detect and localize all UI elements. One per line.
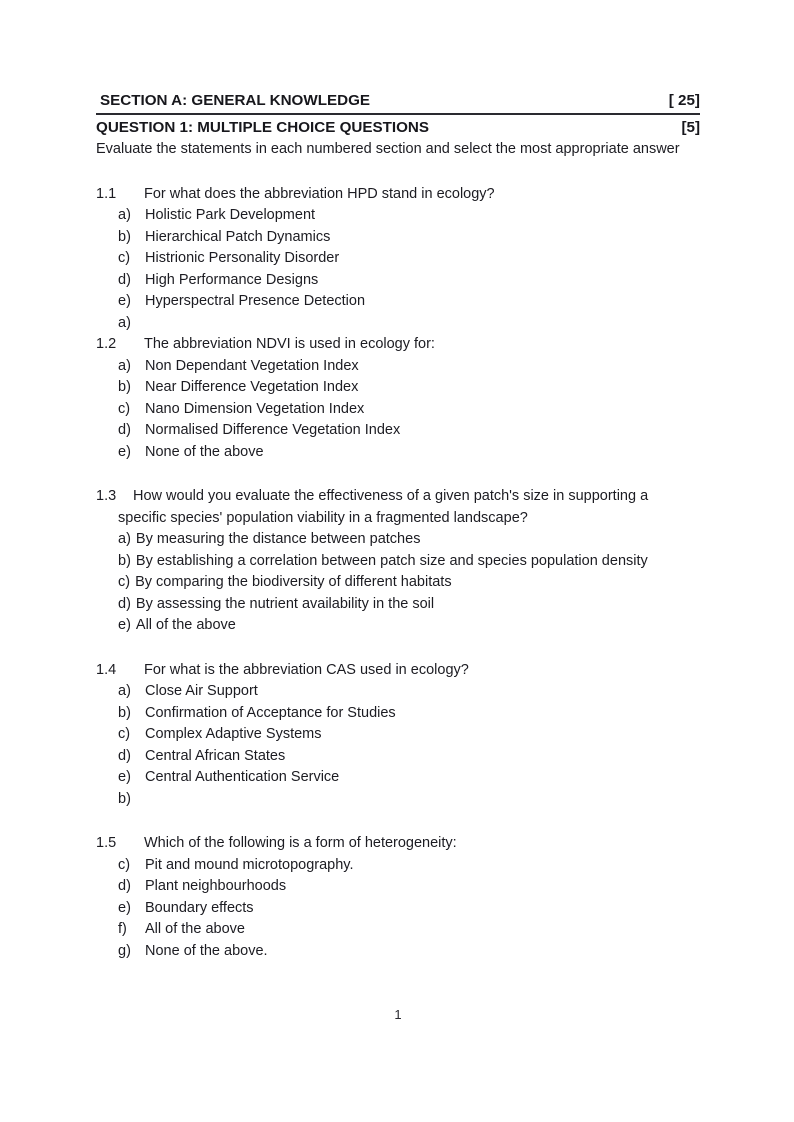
question-block <box>96 833 700 962</box>
question-block <box>96 334 700 463</box>
option-letter: e) <box>118 617 131 633</box>
questions-container <box>96 184 700 963</box>
option-row <box>96 227 700 249</box>
option-text: Complex Adaptive Systems <box>145 726 322 742</box>
question-block <box>96 184 700 335</box>
option-letter: g) <box>118 942 131 959</box>
option-letter: b) <box>118 790 131 807</box>
option-row <box>96 270 700 292</box>
question-header <box>96 117 700 139</box>
option-row <box>96 919 700 941</box>
question-block <box>96 486 700 637</box>
option-row <box>96 746 700 768</box>
question-number: 1.2 <box>96 336 117 352</box>
option-letter: d) <box>118 747 131 764</box>
option-row <box>96 356 700 378</box>
question-text: The abbreviation NDVI is used in ecology for: <box>144 336 435 352</box>
question-header-title: QUESTION 1: MULTIPLE CHOICE QUESTIONS <box>96 118 430 136</box>
option-text: All of the above <box>145 921 245 937</box>
option-row <box>96 767 700 789</box>
section-marks: [ 25] <box>668 92 700 109</box>
option-text: Hierarchical Patch Dynamics <box>145 228 331 245</box>
option-letter: c) <box>118 574 131 590</box>
option-letter: d) <box>118 878 131 894</box>
question-text: For what is the abbreviation CAS used in ecology? <box>144 661 469 678</box>
option-row <box>96 876 700 898</box>
section-header <box>96 90 700 115</box>
option-text: Normalised Difference Vegetation Index <box>145 422 401 438</box>
option-letter: a) <box>118 531 131 547</box>
option-text: Nano Dimension Vegetation Index <box>145 400 365 417</box>
option-text: By establishing a correlation between patch size and species population density <box>135 552 648 569</box>
option-row <box>96 377 700 399</box>
section-title: SECTION A: GENERAL KNOWLEDGE <box>100 92 371 109</box>
option-text: Plant neighbourhoods <box>145 878 287 894</box>
option-text: By assessing the nutrient availability in the soil <box>135 595 435 612</box>
option-text: Close Air Support <box>145 683 258 699</box>
option-letter: e) <box>118 443 131 460</box>
question-row <box>96 184 700 206</box>
option-row <box>96 724 700 746</box>
option-row <box>96 789 700 811</box>
question-number: 1.1 <box>96 185 117 202</box>
question-row <box>96 486 700 529</box>
option-text: Holistic Park Development <box>145 207 316 223</box>
option-letter: f) <box>118 921 127 937</box>
option-letter: e) <box>118 769 131 785</box>
question-row <box>96 334 700 356</box>
option-row <box>96 572 700 594</box>
option-letter: d) <box>118 422 131 438</box>
option-letter: e) <box>118 899 131 916</box>
option-text: None of the above <box>145 443 264 460</box>
option-row <box>96 703 700 725</box>
instruction-text: Evaluate the statements in each numbered section and select the most appropriate answer <box>96 141 680 157</box>
option-text: Confirmation of Acceptance for Studies <box>145 704 396 721</box>
option-text: Pit and mound microtopography. <box>145 856 354 873</box>
option-row <box>96 399 700 421</box>
option-letter: c) <box>118 726 131 742</box>
option-row <box>96 313 700 335</box>
option-text: Central African States <box>145 747 286 764</box>
option-row <box>96 205 700 227</box>
option-letter: a) <box>118 207 131 223</box>
option-row <box>96 594 700 616</box>
option-text: Histrionic Personality Disorder <box>145 250 340 266</box>
option-letter: c) <box>118 250 131 266</box>
option-row <box>96 855 700 877</box>
page-number: 1 <box>394 1007 402 1022</box>
question-text: How would you evaluate the effectiveness of a given patch's size in supporting a specific species' population viability in a fragmented landscape? <box>118 488 649 526</box>
option-text <box>145 789 700 811</box>
option-row <box>96 248 700 270</box>
option-letter: a) <box>118 357 131 374</box>
option-letter: c) <box>118 400 131 417</box>
option-letter: d) <box>118 595 131 612</box>
option-text: High Performance Designs <box>145 271 319 288</box>
question-number: 1.3 <box>96 488 117 504</box>
option-row <box>96 898 700 920</box>
option-text: All of the above <box>135 617 236 633</box>
question-number: 1.4 <box>96 661 117 678</box>
option-text: Non Dependant Vegetation Index <box>145 357 359 374</box>
option-letter: a) <box>118 683 131 699</box>
question-number: 1.5 <box>96 835 117 851</box>
option-row <box>96 551 700 573</box>
option-letter: b) <box>118 379 131 395</box>
question-row <box>96 660 700 682</box>
question-text: For what does the abbreviation HPD stand in ecology? <box>144 185 495 202</box>
option-text: None of the above. <box>145 942 268 959</box>
option-row <box>96 529 700 551</box>
option-text: By measuring the distance between patches <box>135 531 421 547</box>
option-row <box>96 420 700 442</box>
option-text: Near Difference Vegetation Index <box>145 379 359 395</box>
option-text: By comparing the biodiversity of different habitats <box>135 574 452 590</box>
option-letter: b) <box>118 552 131 569</box>
option-row <box>96 681 700 703</box>
question-header-marks: [5] <box>681 118 700 136</box>
question-row <box>96 833 700 855</box>
option-text <box>145 313 700 335</box>
option-row <box>96 941 700 963</box>
question-text: Which of the following is a form of heterogeneity: <box>144 835 457 851</box>
option-row <box>96 615 700 637</box>
option-row <box>96 291 700 313</box>
option-letter: d) <box>118 271 131 288</box>
option-letter: c) <box>118 856 131 873</box>
option-letter: a) <box>118 314 131 331</box>
option-row <box>96 442 700 464</box>
option-text: Hyperspectral Presence Detection <box>145 293 366 309</box>
question-block <box>96 660 700 811</box>
option-text: Central Authentication Service <box>145 769 340 785</box>
option-text: Boundary effects <box>145 899 254 916</box>
option-letter: b) <box>118 704 131 721</box>
option-letter: e) <box>118 293 131 309</box>
option-letter: b) <box>118 228 131 245</box>
